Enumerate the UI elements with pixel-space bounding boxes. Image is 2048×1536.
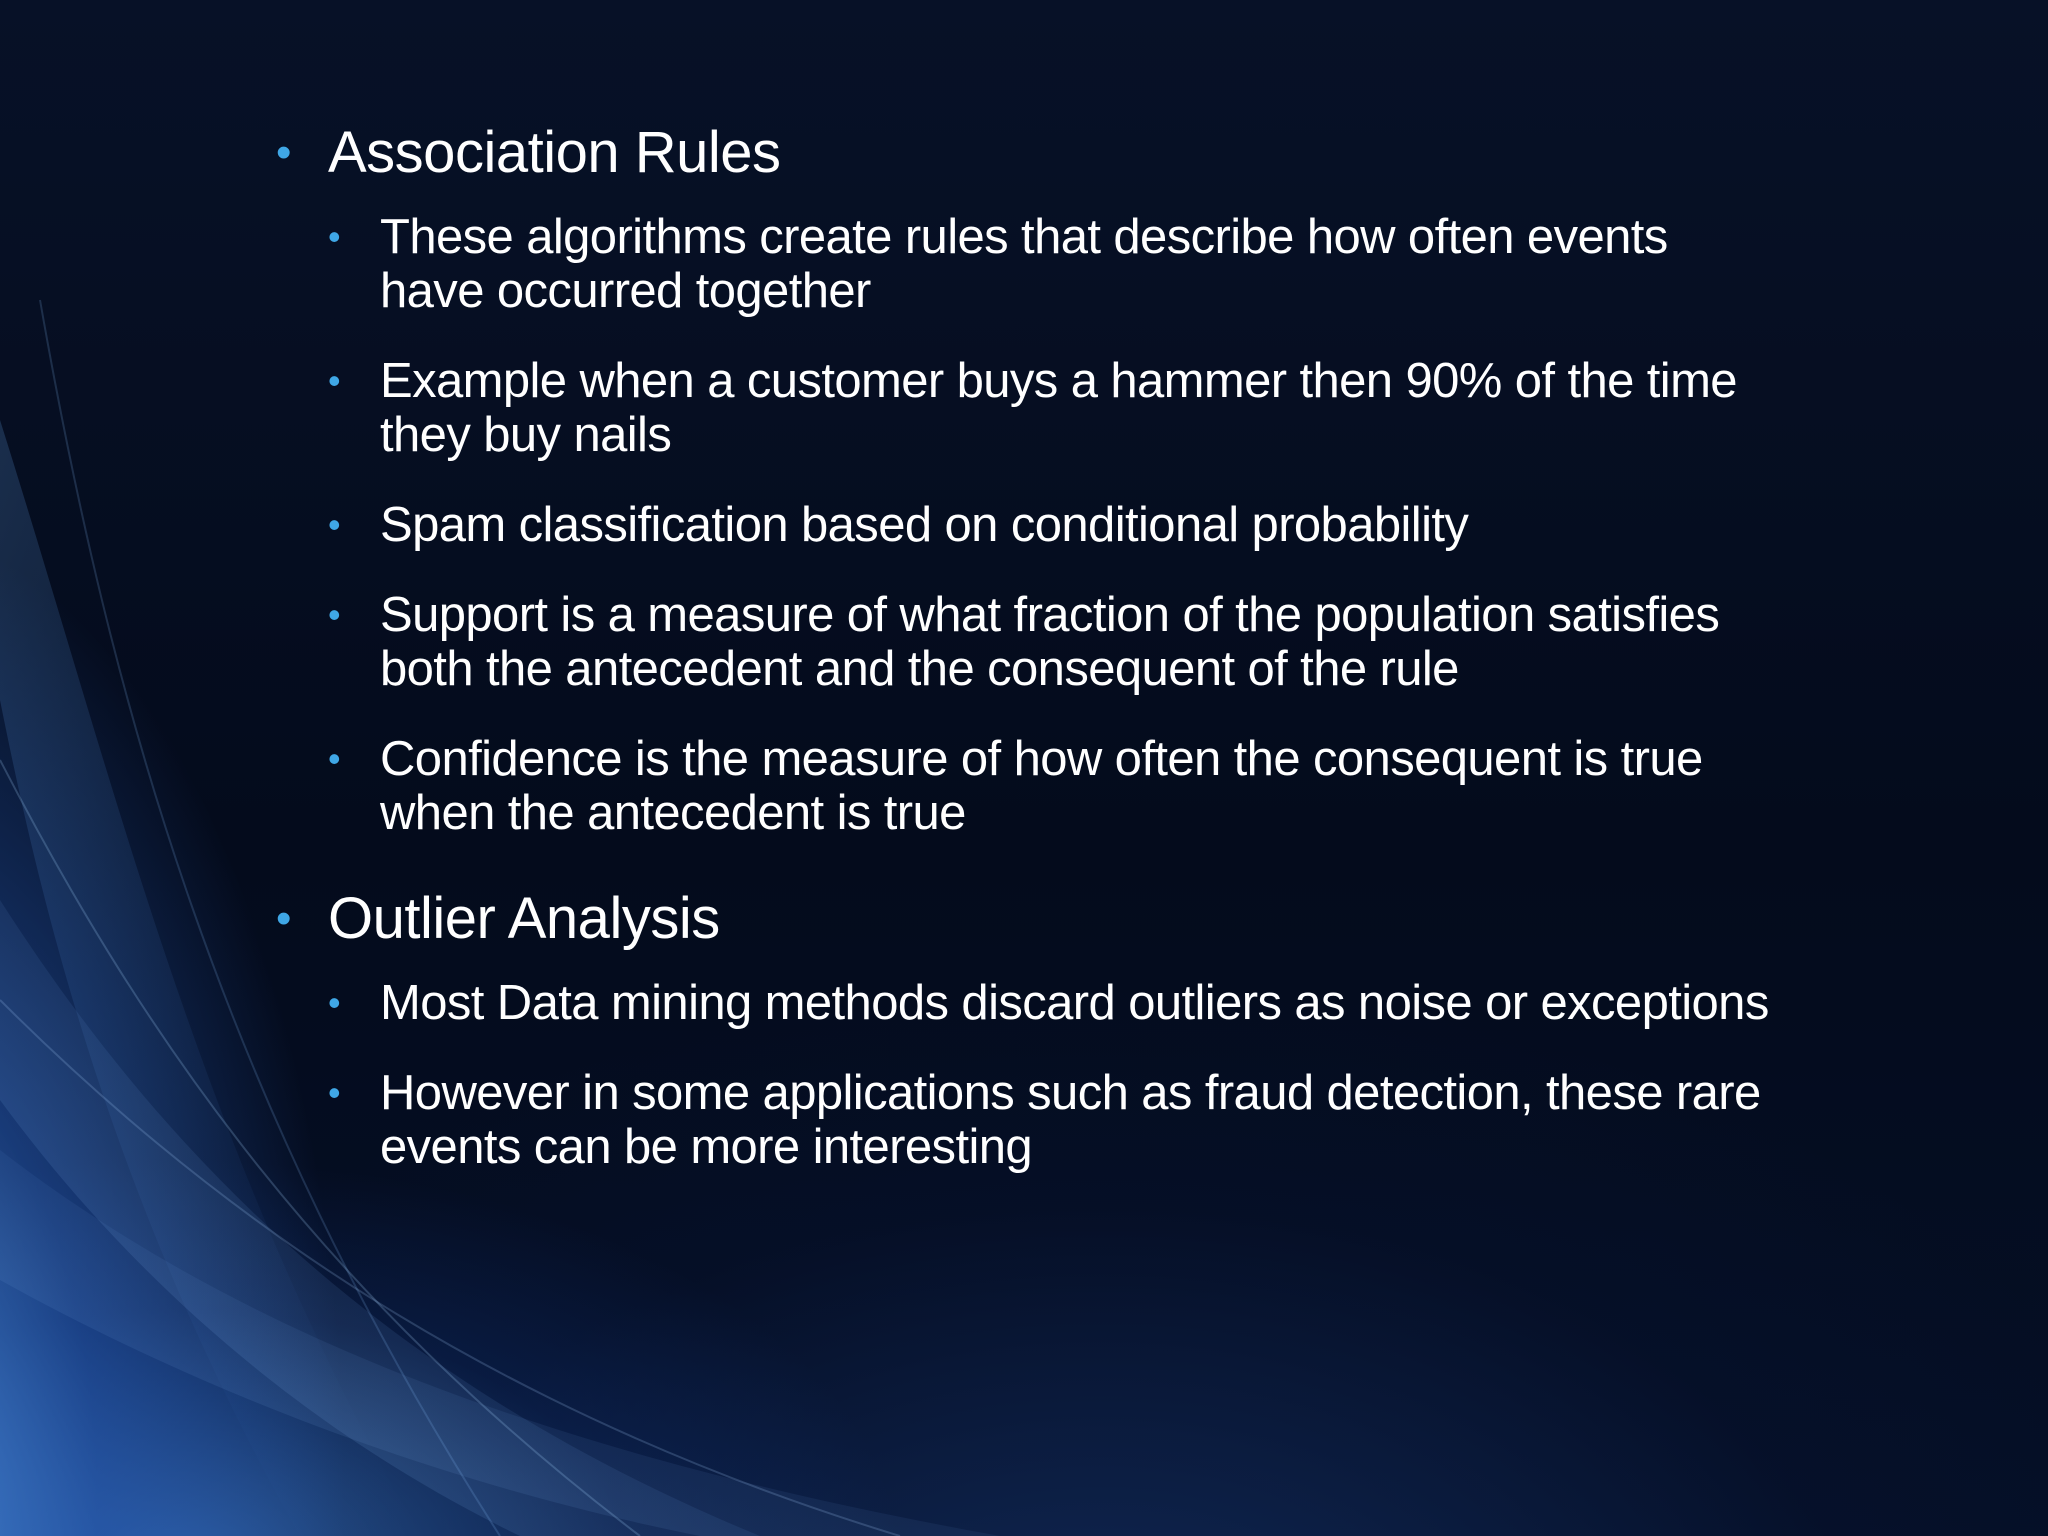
list-item xyxy=(328,588,1776,696)
bullet-icon: • xyxy=(328,594,341,635)
heading-text: Association Rules xyxy=(328,120,781,185)
list-item-text: Confidence is the measure of how often the consequent is true when the antecedent is true xyxy=(380,732,1703,840)
list-item xyxy=(328,732,1776,840)
bullet-icon: • xyxy=(276,894,291,943)
list-item xyxy=(328,210,1776,318)
bullet-icon: • xyxy=(328,216,341,257)
bullet-icon: • xyxy=(328,738,341,779)
list-item xyxy=(328,498,1776,552)
section-heading-outlier-analysis xyxy=(276,884,1776,954)
section-heading-association-rules xyxy=(276,118,1776,188)
bullet-icon: • xyxy=(328,360,341,401)
bullet-icon: • xyxy=(328,1072,341,1113)
heading-text: Outlier Analysis xyxy=(328,886,720,951)
list-item xyxy=(328,1066,1776,1174)
list-item-text: These algorithms create rules that describe how often events have occurred together xyxy=(380,210,1668,318)
list-item-text: However in some applications such as fraud detection, these rare events can be more interesting xyxy=(380,1066,1761,1174)
list-item-text: Most Data mining methods discard outliers as noise or exceptions xyxy=(380,976,1769,1030)
list-item xyxy=(328,976,1776,1030)
bullet-icon: • xyxy=(328,982,341,1023)
list-item xyxy=(328,354,1776,462)
bullet-icon: • xyxy=(276,128,291,177)
slide-content xyxy=(276,118,1776,1174)
bullet-icon: • xyxy=(328,504,341,545)
list-item-text: Example when a customer buys a hammer then 90% of the time they buy nails xyxy=(380,354,1737,462)
list-item-text: Spam classification based on conditional probability xyxy=(380,498,1469,552)
list-item-text: Support is a measure of what fraction of the population satisfies both the antecedent and the consequent of the rule xyxy=(380,588,1720,696)
